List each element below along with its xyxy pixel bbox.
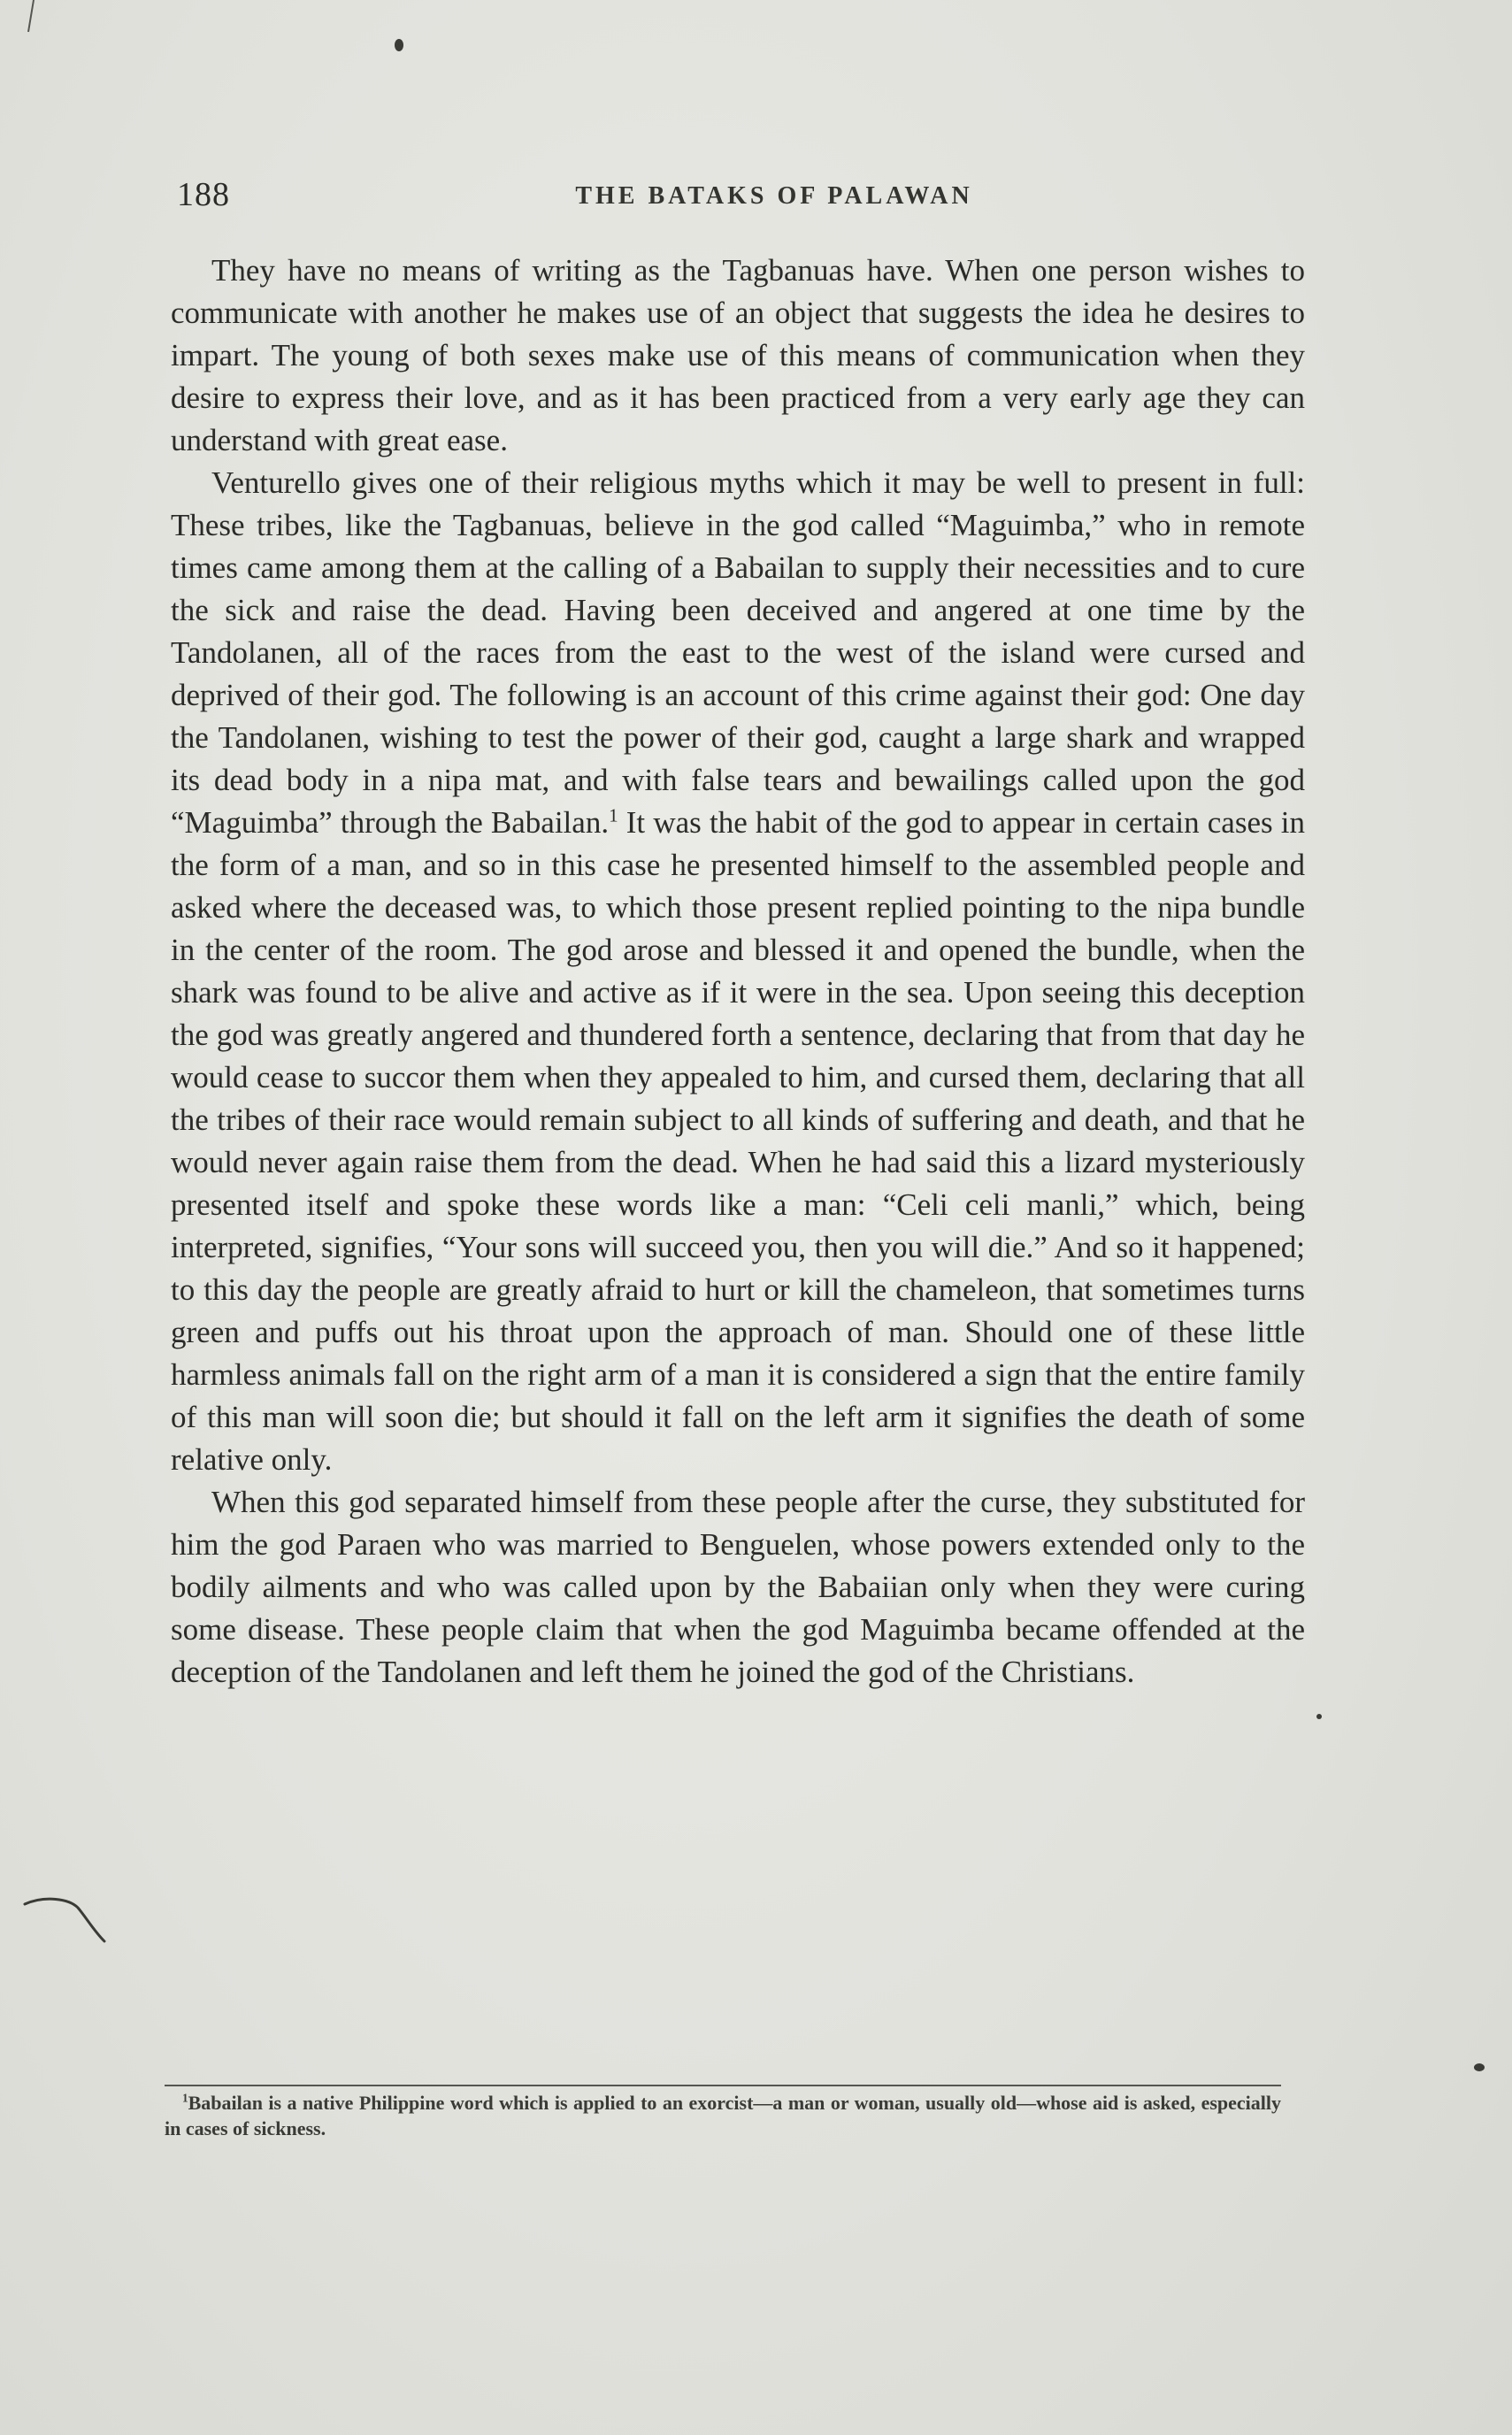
footnote-divider bbox=[165, 2085, 1281, 2086]
paragraph-2 bbox=[171, 462, 1305, 1481]
ink-speck bbox=[395, 39, 403, 51]
ink-speck bbox=[1474, 2063, 1485, 2071]
footnote-marker: 1 bbox=[182, 2091, 188, 2105]
pen-mark bbox=[23, 1883, 111, 1954]
ink-speck bbox=[1316, 1714, 1322, 1719]
footnote bbox=[165, 2090, 1281, 2141]
body-text bbox=[171, 250, 1305, 1694]
pen-mark bbox=[18, 0, 44, 35]
footnote-text: Babailan is a native Philippine word which is applied to an exorcist—a man or woman, usually old—whose aid is asked, especially in cases of sickness. bbox=[165, 2092, 1281, 2139]
running-head: THE BATAKS OF PALAWAN bbox=[575, 182, 973, 210]
paragraph-3: When this god separated himself from these people after the curse, they substituted for him the god Paraen who was married to Benguelen, whose powers extended only to the bodily ailments and who was called upon by the Babaiian only when they were curing some disease. These people claim that when the god Maguimba became offended at the deception of the Tandolanen and left them he joined the god of the Christians. bbox=[171, 1485, 1305, 1689]
page-header bbox=[177, 175, 1301, 219]
page-number: 188 bbox=[177, 176, 230, 213]
paragraph-2-text: Venturello gives one of their religious myths which it may be well to present in full: These tribes, like the Tagbanuas, believe in the god called “Maguimba,” who in remote times came among them at the calling of a Babailan to supply their necessities and to cure the sick and raise the dead. Having been deceived and angered at one time by the Tandolanen, all of the races from the east to the west of the island were cursed and deprived of their god. The following is an account of this crime against their god: One day the Tandolanen, wishing to test the power of their god, caught a large shark and wrapped its dead body in a nipa mat, and with false tears and bewailings called upon the god “Maguimba” through the Babailan. bbox=[171, 465, 1305, 840]
paragraph-1: They have no means of writing as the Tagbanuas have. When one person wishes to communicate with another he makes use of an object that suggests the idea he desires to impart. The young of both sexes make use of this means of communication when they desire to express their love, and as it has been practiced from a very early age they can understand with great ease. bbox=[171, 253, 1305, 457]
footnote-reference: 1 bbox=[609, 804, 618, 826]
paragraph-2-continued: It was the habit of the god to appear in certain cases in the form of a man, and so in this case he presented himself to the assembled people and asked where the deceased was, to which those present replied pointing to the nipa bundle in the center of the room. The god arose and blessed it and opened the bundle, when the shark was found to be alive and active as if it were in the sea. Upon seeing this deception the god was greatly angered and thundered forth a sentence, declaring that from that day he would cease to succor them when they appealed to him, and cursed them, declaring that all the tribes of their race would remain subject to all kinds of suffering and death, and that he would never again raise them from the dead. When he had said this a lizard mysteriously presented itself and spoke these words like a man: “Celi celi manli,” which, being interpreted, signifies, “Your sons will succeed you, then you will die.” And so it happened; to this day the people are greatly afraid to hurt or kill the chameleon, that sometimes turns green and puffs out his throat upon the approach of man. Should one of these little harmless animals fall on the right arm of a man it is considered a sign that the entire family of this man will soon die; but should it fall on the left arm it signifies the death of some relative only. bbox=[171, 805, 1306, 1477]
